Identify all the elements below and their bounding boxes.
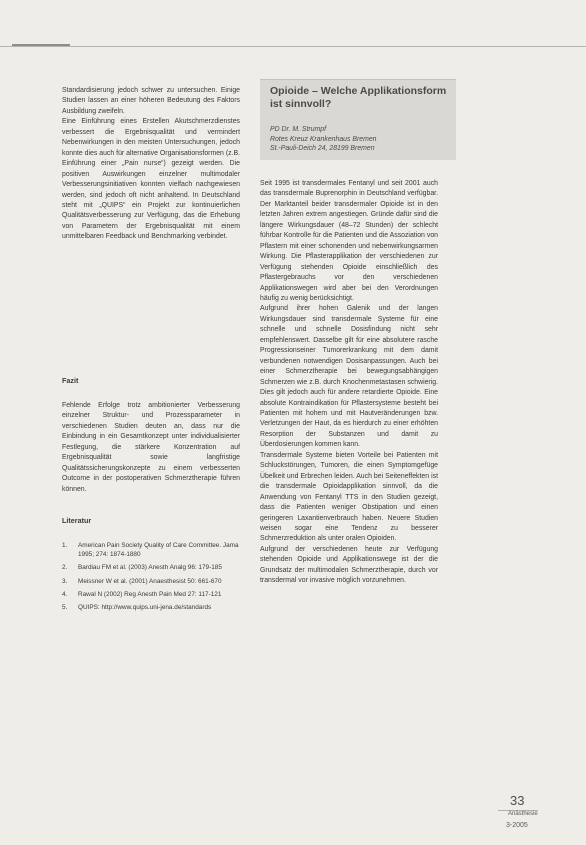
left-column xyxy=(62,86,240,243)
reference-item xyxy=(62,541,244,559)
right-paragraph-1: Seit 1995 ist transdermales Fentanyl und seit 2001 auch das transdermale Buprenorphin in Deutschland verfügbar. Der Marktanteil beider transdermaler Opioide ist in den letzten Jahren extrem angestiegen. Gründe dafür sind die längere Wirkungsdauer (48–72 Stunden) der schlecht führbar Kontrolle für die Patienten und die Assoziation von Pflastern mit einer schonenden und nebenwirkungsarmen Wirkung. Die Pflasterapplikation der verschiedenen zur Verfügung stehenden Opioide einschließlich des Pflastergebrauchs vor den verschiedenen Applikationswegen wird aber bei den Verordnungen häufig zu wenig berücksichtigt. xyxy=(260,180,438,302)
reference-item xyxy=(62,563,244,572)
magazine-name: Anästhesie xyxy=(508,811,538,817)
reference-number: 2. xyxy=(62,564,68,572)
author-institution: Rotes Kreuz Krankenhaus Bremen xyxy=(270,135,377,143)
reference-item xyxy=(62,577,244,586)
reference-text: QUIPS: http://www.quips.uni-jena.de/standards xyxy=(78,604,212,612)
reference-number: 3. xyxy=(62,577,68,585)
left-paragraph-2: Eine Einführung eines Erstellen Akutschmerzdienstes verbessert die Ergebnisqualität und vermindert Nebenwirkungen in den meisten Untersuchungen, jedoch konnte dies auch für alternative Organisationsformen (z.B. Einführung einer „Pain nurse“) gezeigt werden. Die positiven Auswirkungen einzelner multimodaler Verbesserungsinitiativen konnten vielfach nachgewiesen werden, sind jedoch oft nicht anhaltend. In Deutschland steht mit „QUIPS“ ein Projekt zur kontinuierlichen Qualitätsverbesserung zur Verfügung, das die Erhebung von Parametern der Ergebnisqualität mit einem unmittelbaren Feedback und Benchmarking verbindet. xyxy=(62,118,240,241)
fazit-text: Fehlende Erfolge trotz ambitionierter Verbesserung einzelner Struktur- und Prozessparameter in verschiedenen Studien deuten an, dass nur die Einbindung in ein Gesamtkonzept unter individualisierter Festlegung, die stärkere Konzentration auf Ergebnisqualität sowie langfristige Qualitätssicherungskonzepte zu einem verbesserten Outcome in der postoperativen Schmerztherapie führen können. xyxy=(62,402,240,493)
literatur-heading: Literatur xyxy=(62,516,92,525)
page-number: 33 xyxy=(510,793,525,808)
issue-number: 3-2005 xyxy=(506,822,528,829)
right-paragraph-4: Aufgrund der verschiedenen heute zur Verfügung stehenden Opioide und Applikationswege ist der die Grundsatz der multimodalen Schmerztherapie, durch vor transdermal vor invasive möglich vorzunehmen. xyxy=(260,545,438,585)
reference-text: Rawal N (2002) Reg Anesth Pain Med 27: 117-121 xyxy=(78,590,222,598)
left-paragraph-1: Standardisierung jedoch schwer zu untersuchen. Einige Studien lassen an einer höheren Bedeutung des Faktors Ausbildung zweifeln. xyxy=(62,87,240,115)
reference-list xyxy=(62,541,244,616)
author-name: PD Dr. M. Strumpf xyxy=(270,126,327,133)
author-address: St.-Pauli-Deich 24, 28199 Bremen xyxy=(270,145,375,152)
top-rule xyxy=(0,46,586,47)
article-header-box xyxy=(260,79,456,160)
article-title: Opioide – Welche Applikationsform ist sinnvoll? xyxy=(270,85,447,110)
reference-text: American Pain Society Quality of Care Committee. Jama 1995; 274: 1874-1880 xyxy=(78,542,239,559)
reference-item xyxy=(62,590,244,599)
right-paragraph-2: Aufgrund ihrer hohen Galenik und der langen Wirkungsdauer sind transdermale Systeme für eine schnelle und schnelle Dosisfindung nicht sehr empfehlenswert. Dasselbe gilt für eine absolutere rasche Progressionseiner Tumorerkrankung mit dem damit verbundenen notwendigen Dosisanpassungen. Auch bei einer Schmerztherapie bei bewegungsabhängigen Schmerzen wie z.B. durch Knochenmetastasen schwierig. Dies gilt jedoch auch für andere retardierte Opioide. Eine absolute Kontraindikation für Pflastersysteme besteht bei Patienten mit hohem und mit Hautveränderungen bzw. Verletzungen der Haut, da es hierdurch zu einer erhöhten Resorption der Substanzen und damit zu Überdosierungen kommen kann. xyxy=(260,305,438,449)
reference-number: 1. xyxy=(62,542,68,549)
right-paragraph-3: Transdermale Systeme bieten Vorteile bei Patienten mit Schluckstörungen, Tumoren, die einen Symptomgefüge Übelkeit und Erbrechen leiden. Auch bei Seiteneffekten ist die transdermale Opioidapplikation sinnvoll, da die Anwendung von Fentanyl TTS in den Studien gezeigt, dass die Patienten weniger Obstipation und einen geringeren Laxantienverbrauch haben. Neuere Studien weisen sogar eine Tendenz zu besserer Schmerzreduktion als unter oralen Opioiden. xyxy=(260,451,438,543)
reference-number: 4. xyxy=(62,590,68,598)
reference-text: Meissner W et al. (2001) Anaesthesist 50: 661-670 xyxy=(78,577,222,585)
reference-item xyxy=(62,603,244,612)
fazit-heading: Fazit xyxy=(62,376,79,385)
reference-number: 5. xyxy=(62,604,68,612)
reference-text: Bardiau FM et al. (2003) Anesth Analg 96: 179-185 xyxy=(78,564,222,572)
author-info xyxy=(270,125,376,154)
right-column xyxy=(260,179,438,587)
top-rule-accent xyxy=(12,44,70,46)
